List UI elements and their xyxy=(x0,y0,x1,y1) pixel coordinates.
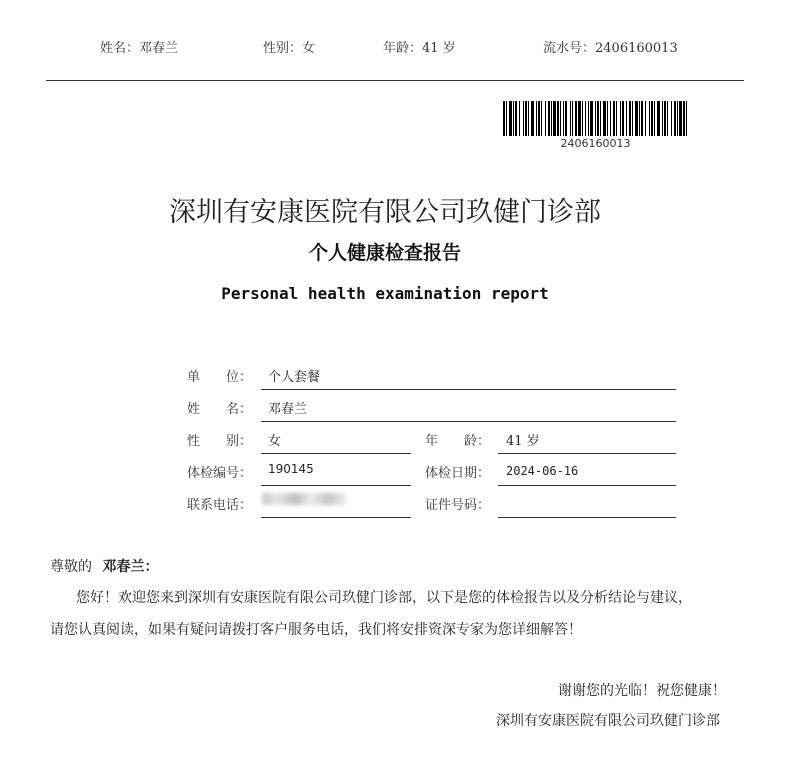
header-name: 姓名：邓春兰 xyxy=(100,41,179,56)
salutation xyxy=(50,556,158,576)
barcode-bar xyxy=(585,101,586,136)
organization-title: 深圳有安康医院有限公司玖健门诊部 xyxy=(169,197,601,228)
barcode-bar xyxy=(523,101,524,136)
age-value: 41 岁 xyxy=(506,434,540,449)
barcode-bar xyxy=(639,101,640,136)
barcode-bar xyxy=(551,101,552,136)
barcode-number: 2406160013 xyxy=(560,137,631,150)
name-label: 姓 名： xyxy=(187,402,253,417)
barcode-bar xyxy=(620,101,621,136)
header-divider xyxy=(46,80,744,81)
barcode-bar xyxy=(565,101,567,136)
barcode-bar xyxy=(603,101,606,136)
barcode-bar xyxy=(674,101,676,136)
barcode-bar xyxy=(645,101,646,136)
unit-label: 单 位： xyxy=(187,370,253,385)
barcode-bar xyxy=(671,101,672,136)
barcode-bar xyxy=(525,101,527,136)
barcode-bar xyxy=(651,101,653,136)
barcode-bar xyxy=(515,101,517,136)
gender-underline xyxy=(261,453,411,454)
barcode-bar xyxy=(538,101,540,136)
barcode-bar xyxy=(622,101,624,136)
barcode-bar xyxy=(545,101,546,136)
barcode-bar xyxy=(560,101,561,136)
gender-label: 性 别： xyxy=(187,434,253,449)
salutation-name: 邓春兰： xyxy=(102,559,159,575)
exam-number-value: 190145 xyxy=(268,462,314,476)
header-serial: 流水号：2406160013 xyxy=(543,41,678,56)
barcode-bar xyxy=(629,101,631,136)
barcode-bar xyxy=(570,101,571,136)
barcode-bar xyxy=(531,101,534,136)
barcode-bar xyxy=(588,101,589,136)
id-number-label: 证件号码： xyxy=(425,498,491,513)
barcode-bar xyxy=(557,101,559,136)
exam-date-underline xyxy=(498,485,676,486)
barcode-bar xyxy=(667,101,668,136)
barcode-bar xyxy=(657,101,660,136)
barcode-bar xyxy=(548,101,550,136)
barcode-bar xyxy=(616,101,617,136)
barcode-bar xyxy=(607,101,608,136)
barcode-bar xyxy=(597,101,599,136)
barcode-bar xyxy=(679,101,682,136)
salutation-prefix: 尊敬的 xyxy=(50,559,92,575)
barcode-bar xyxy=(649,101,650,136)
exam-number-underline xyxy=(261,485,411,486)
header-gender: 性别：女 xyxy=(263,41,316,56)
phone-label: 联系电话： xyxy=(187,498,253,513)
id-number-underline xyxy=(498,517,676,518)
barcode-bar xyxy=(503,101,505,136)
barcode-bar xyxy=(590,101,593,136)
phone-underline xyxy=(261,517,411,518)
barcode-bar xyxy=(575,101,577,136)
exam-date-label: 体检日期： xyxy=(425,466,491,481)
barcode-bar xyxy=(578,101,581,136)
barcode-bar xyxy=(536,101,537,136)
barcode-bar xyxy=(613,101,615,136)
barcode-bar xyxy=(595,101,596,136)
unit-value: 个人套餐 xyxy=(268,370,321,385)
letter-line-1: 您好！欢迎您来到深圳有安康医院有限公司玖健门诊部，以下是您的体检报告以及分析结论与建议， xyxy=(76,590,692,606)
header-age: 年龄：41 岁 xyxy=(383,41,456,56)
barcode-bar xyxy=(528,101,529,136)
barcode-bar xyxy=(662,101,663,136)
barcode-bar xyxy=(582,101,583,136)
barcode-image xyxy=(503,101,688,136)
age-label: 年 龄： xyxy=(425,434,491,449)
report-title-en: Personal health examination report xyxy=(221,284,549,303)
barcode-bar xyxy=(541,101,542,136)
barcode-bar xyxy=(641,101,643,136)
barcode-bar xyxy=(664,101,666,136)
barcode-bar xyxy=(683,101,685,136)
barcode-bar xyxy=(686,101,687,136)
unit-underline xyxy=(261,389,676,390)
barcode-bar xyxy=(572,101,573,136)
barcode-bar xyxy=(632,101,633,136)
exam-number-label: 体检编号： xyxy=(187,466,253,481)
barcode-bar xyxy=(626,101,627,136)
age-underline xyxy=(498,453,676,454)
gender-value: 女 xyxy=(268,434,282,449)
barcode-bar xyxy=(600,101,601,136)
barcode-bar xyxy=(506,101,507,136)
barcode-bar xyxy=(519,101,520,136)
barcode-bar xyxy=(635,101,638,136)
barcode-bar xyxy=(610,101,611,136)
name-value: 邓春兰 xyxy=(268,402,308,417)
barcode-bar xyxy=(553,101,556,136)
barcode-bar xyxy=(509,101,512,136)
barcode-bar xyxy=(513,101,514,136)
barcode-bar xyxy=(654,101,655,136)
exam-date-value: 2024-06-16 xyxy=(506,464,579,478)
letter-line-2: 请您认真阅读，如果有疑问请拨打客户服务电话，我们将安排资深专家为您详细解答！ xyxy=(50,622,582,638)
signature: 深圳有安康医院有限公司玖健门诊部 xyxy=(496,713,720,729)
barcode-bar xyxy=(677,101,678,136)
barcode-bar xyxy=(563,101,564,136)
phone-redacted xyxy=(262,493,346,505)
report-title-cn: 个人健康检查报告 xyxy=(308,242,461,264)
name-underline xyxy=(261,421,676,422)
thanks-text: 谢谢您的光临！祝您健康！ xyxy=(558,683,726,699)
